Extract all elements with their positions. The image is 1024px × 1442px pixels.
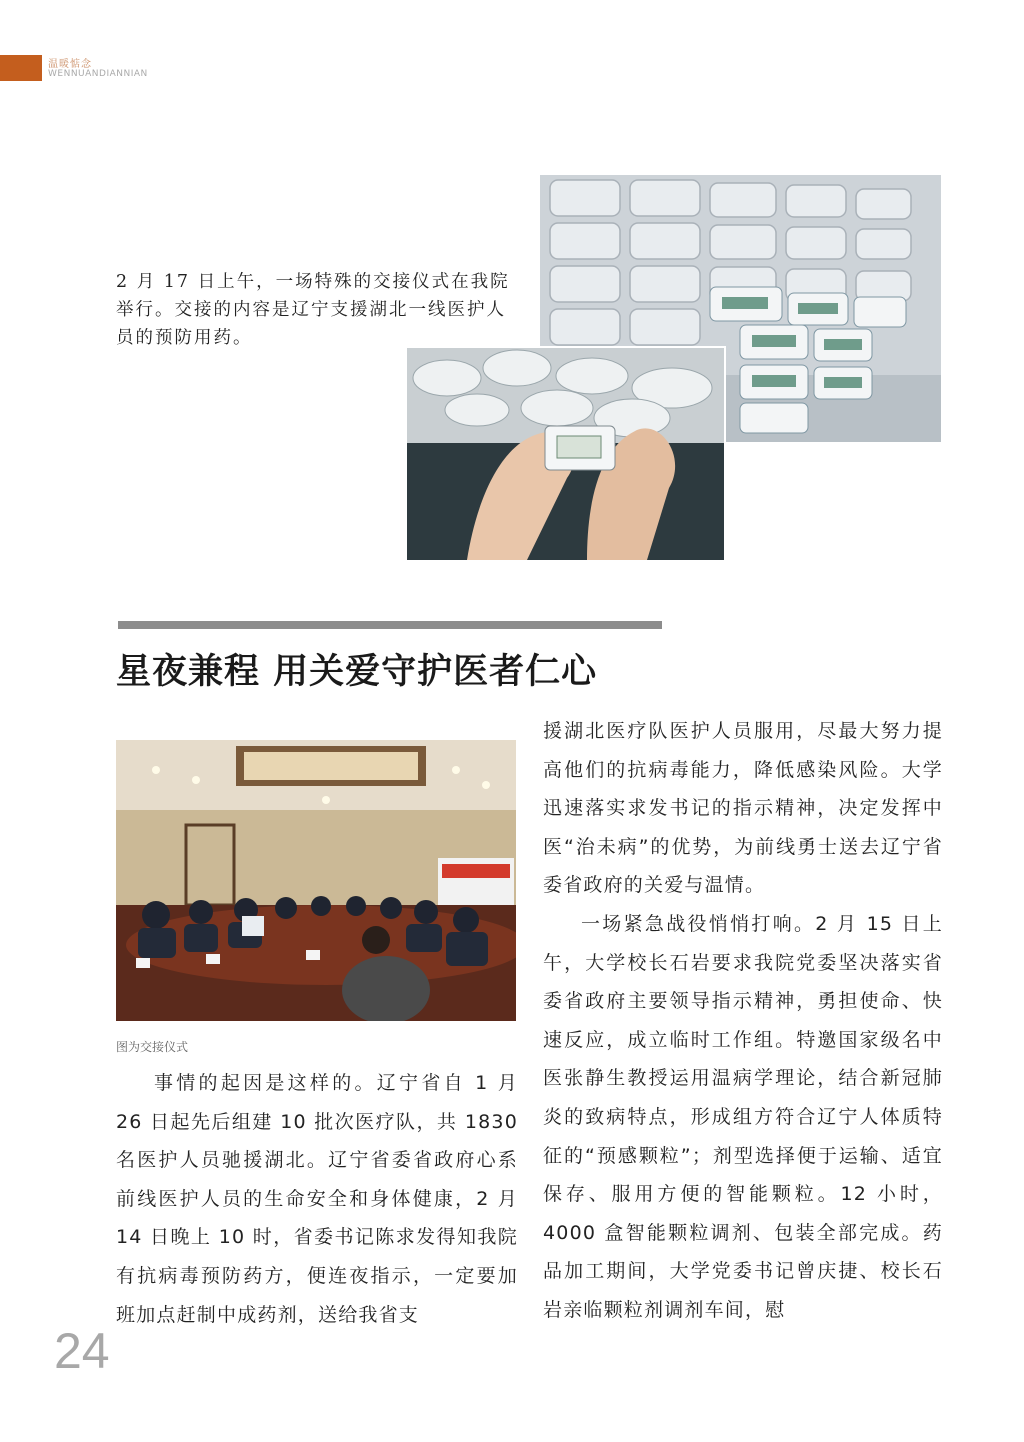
section-title-cn: 温暖惦念: [48, 59, 92, 70]
hands-holding-medicine-photo: [407, 348, 724, 560]
image-caption: 图为交接仪式: [116, 1040, 189, 1054]
page-number: 24: [54, 1323, 110, 1379]
article-right-column: [543, 712, 943, 1330]
top-photo-caption: 2 月 17 日上午，一场特殊的交接仪式在我院举行。交接的内容是辽宁支援湖北一线医护人员的预防用药。: [116, 272, 510, 348]
section-title-en: WENNUANDIANNIAN: [48, 69, 148, 79]
paragraph: 一场紧急战役悄悄打响。2 月 15 日上午，大学校长石岩要求我院党委坚决落实省委省政府主要领导指示精神，勇担使命、快速反应，成立临时工作组。特邀国家级名中医张静生教授运用温病学理论，结合新冠肺炎的致病特点，形成组方符合辽宁人体质特征的“预感颗粒”；剂型选择便于运输、适宜保存、服用方便的智能颗粒。12 小时，4000 盒智能颗粒调剂、包装全部完成。药品加工期间，大学党委书记曾庆捷、校长石岩亲临颗粒剂调剂车间，慰: [543, 912, 943, 1321]
paragraph: 事情的起因是这样的。辽宁省自 1 月 26 日起先后组建 10 批次医疗队，共 1830 名医护人员驰援湖北。辽宁省委省政府心系前线医护人员的生命安全和身体健康，2 月 14 日晚上 10 时，省委书记陈求发得知我院有抗病毒预防药方，便连夜指示，一定要加班加点赶制中成药剂，送给我省支: [116, 1072, 518, 1326]
article-title: 星夜兼程 用关爱守护医者仁心: [116, 651, 598, 692]
paragraph-continued: 援湖北医疗队医护人员服用，尽最大努力提高他们的抗病毒能力，降低感染风险。大学迅速落实求发书记的指示精神，决定发挥中医“治未病”的优势，为前线勇士送去辽宁省委省政府的关爱与温情。: [543, 720, 943, 897]
article-left-column: [116, 1064, 518, 1334]
handover-ceremony-photo: [116, 740, 516, 1021]
section-accent-bar: [0, 55, 42, 81]
title-rule: [118, 621, 662, 629]
